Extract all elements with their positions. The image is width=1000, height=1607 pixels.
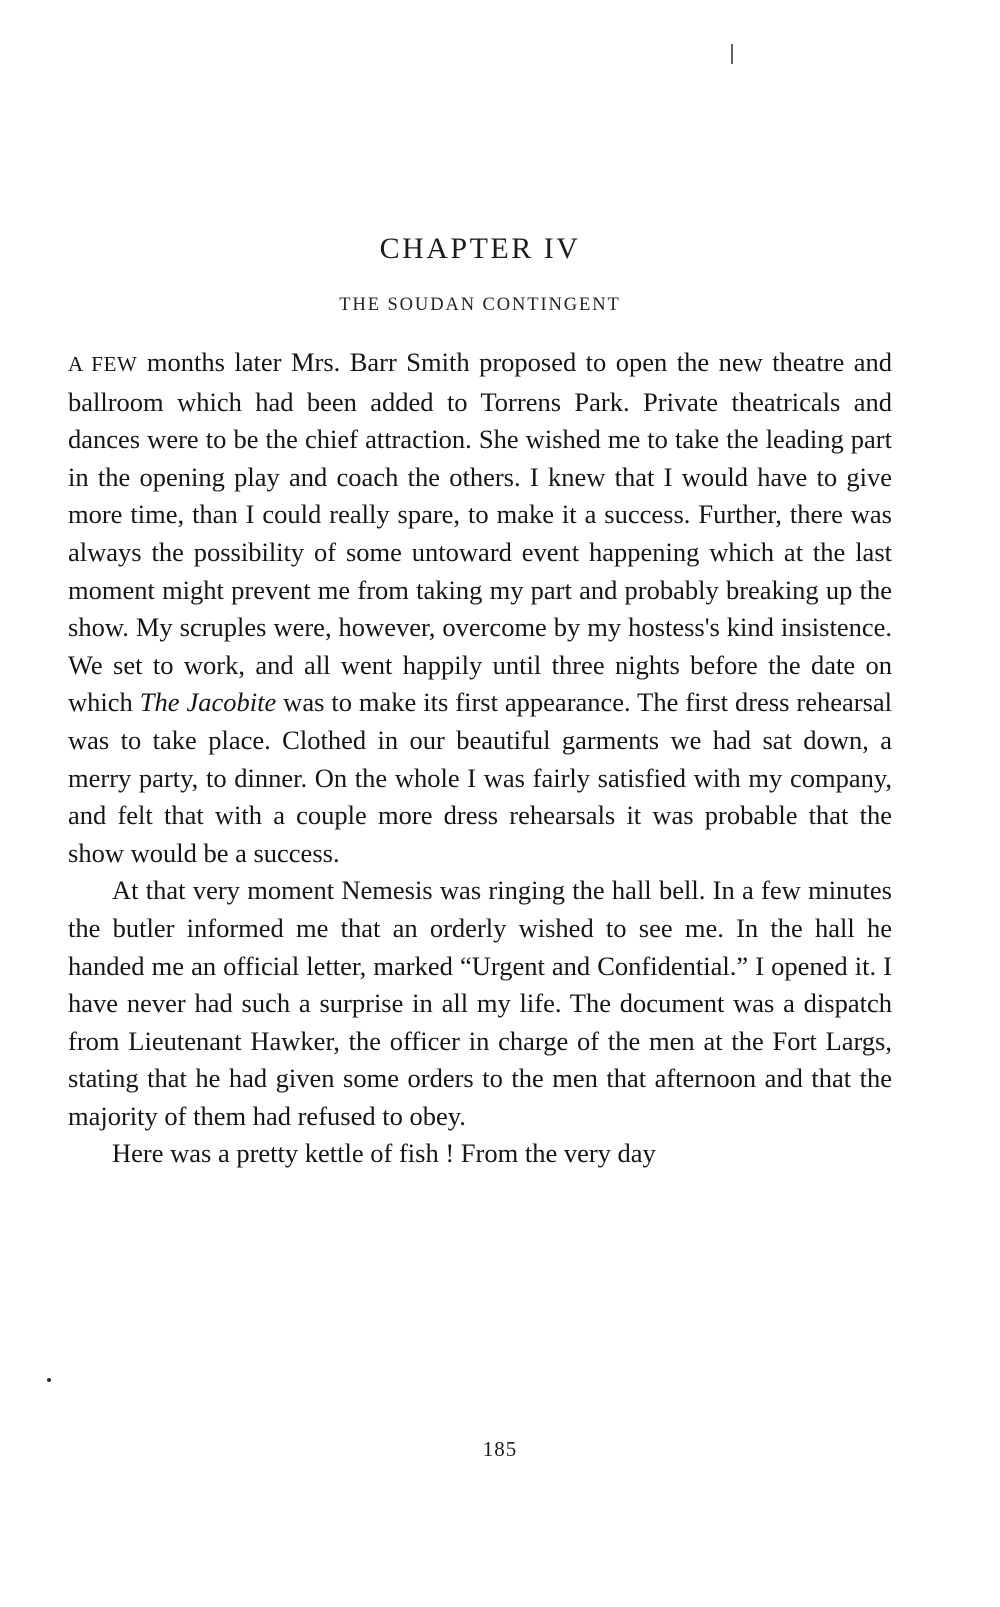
margin-speck: [47, 1378, 51, 1382]
paragraph-3: Here was a pretty kettle of fish ! From the very day: [112, 1138, 656, 1169]
paragraph-1-text-after: was to make its first appearance. The first dress rehearsal was to take place. Clothed in our beautiful garments we had sat down, a merry party, to dinner. On the whole I was fairly satisfied with my company, and felt that with a couple more dress rehearsals it was probable that the show would be a success.: [68, 687, 893, 868]
page-number: 185: [482, 1437, 518, 1461]
paragraph-1-lead-smallcaps: A FEW: [68, 352, 138, 376]
book-title-italic: The Jacobite: [139, 687, 277, 718]
text-block: [68, 0, 892, 1173]
chapter-subtitle: THE SOUDAN CONTINGENT: [339, 295, 621, 315]
paragraph-1: [68, 316, 892, 872]
paragraph-1-text: months later Mrs. Barr Smith proposed to open the new theatre and ballroom which had been added to Torrens Park. Private theatricals and dances were to be the chief attraction. She wished me to take the leading part in the opening play and coach the others. I knew that I would have to give more time, than I could really spare, to make it a success. Further, there was always the possibility of some untoward event happening which at the last moment might prevent me from taking my part and probably breaking up the show. My scruples were, however, overcome by my hostess's kind insistence. We set to work, and all went happily until three nights before the date on which: [68, 347, 892, 718]
page-title: CHAPTER IV: [379, 232, 581, 265]
paragraph-2: At that very moment Nemesis was ringing the hall bell. In a few minutes the butler informed me that an orderly wished to see me. In the hall he handed me an official letter, marked “Urgent and Confidential.” I opened it. I have never had such a surprise in all my life. The document was a dispatch from Lieutenant Hawker, the officer in charge of the men at the Fort Largs, stating that he had given some orders to the men that afternoon and that the majority of them had refused to obey.: [68, 875, 892, 1131]
